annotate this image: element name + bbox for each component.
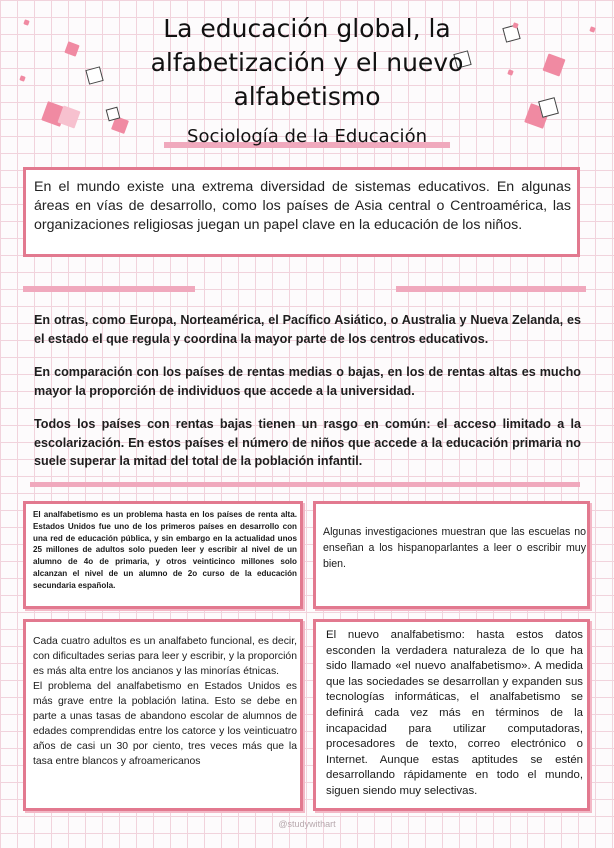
- intro-box: [23, 167, 580, 257]
- divider-left: [23, 286, 195, 292]
- title-line-2: alfabetización y el nuevo: [150, 48, 464, 77]
- box-bottom-right: [313, 619, 590, 811]
- footer-credit: @studywithart: [278, 819, 336, 829]
- box-top-right-text: Algunas investigaciones muestran que las escuelas no enseñan a los hispanoparlantes a leer o escribir muy bien.: [323, 526, 586, 570]
- box-top-right: [313, 501, 590, 609]
- title-line-1: La educación global, la: [163, 14, 451, 43]
- paragraph-2: En comparación con los países de rentas medias o bajas, en los de rentas altas es mucho mayor la proporción de individuos que accede a la universidad.: [34, 365, 581, 398]
- box-bottom-left: [23, 619, 303, 811]
- box-bottom-right-text: El nuevo analfabetismo: hasta estos datos esconden la verdadera naturaleza de lo que ha sido llamado «el nuevo analfabetismo». A medida que las sociedades se desarrollan y expanden sus tecnologías informáticas, el analfabetismo se definirá cada vez más en términos de la incapacidad para utilizar computadoras, procesadores de texto, correo electrónico o Internet. Aunque estas aptitudes se estén desarrollando rápidamente en todo el mundo, siguen siendo muy selectivas.: [326, 629, 583, 797]
- box-bottom-left-text: [33, 634, 297, 769]
- page-title: [0, 12, 614, 114]
- divider-middle: [30, 482, 580, 487]
- box-bottom-left-paragraph-2: El problema del analfabetismo en Estados Unidos es más grave entre la población latina. Esto se debe en parte a unas tasas de abandono escolar de alumnos de edades comprendidas entre los catorce y los veinticuatro años de casi un 30 por ciento, tres veces más que la tasa entre blancos y afroamericanos: [33, 681, 297, 767]
- title-line-3: alfabetismo: [233, 82, 381, 111]
- paragraph-3: Todos los países con rentas bajas tienen un rasgo en común: el acceso limitado a la escolarización. En estos países el número de niños que accede a la educación primaria no suele superar la mitad del total de la población infantil.: [34, 417, 581, 468]
- box-top-left-text: El analfabetismo es un problema hasta en los países de renta alta. Estados Unidos fue uno de los primeros países en desarrollo con una red de educación pública, y sin embargo en la actualidad unos 25 millones de adultos solo pueden leer y escribir al nivel de un alumno de 4o de primaria, y otros veinticinco millones solo alcanzan el nivel de un alumno de 2o curso de la educación secundaria española.: [33, 510, 297, 590]
- intro-text: En el mundo existe una extrema diversidad de sistemas educativos. En algunas áreas en vías de desarrollo, como los países de Asia central o Centroamérica, las organizaciones religiosas juegan un papel clave en la educación de los niños.: [34, 179, 571, 233]
- paragraph-1: En otras, como Europa, Norteamérica, el Pacífico Asiático, o Australia y Nueva Zelanda, es el estado el que regula y coordina la mayor parte de los centros educativos.: [34, 313, 581, 346]
- box-top-left: [23, 501, 303, 609]
- box-bottom-left-paragraph-1: Cada cuatro adultos es un analfabeto funcional, es decir, con dificultades serias para leer y escribir, y la proporción es más alta entre los ancianos y las minorías étnicas.: [33, 636, 297, 677]
- divider-right: [396, 286, 586, 292]
- page-subtitle: Sociología de la Educación: [187, 126, 427, 147]
